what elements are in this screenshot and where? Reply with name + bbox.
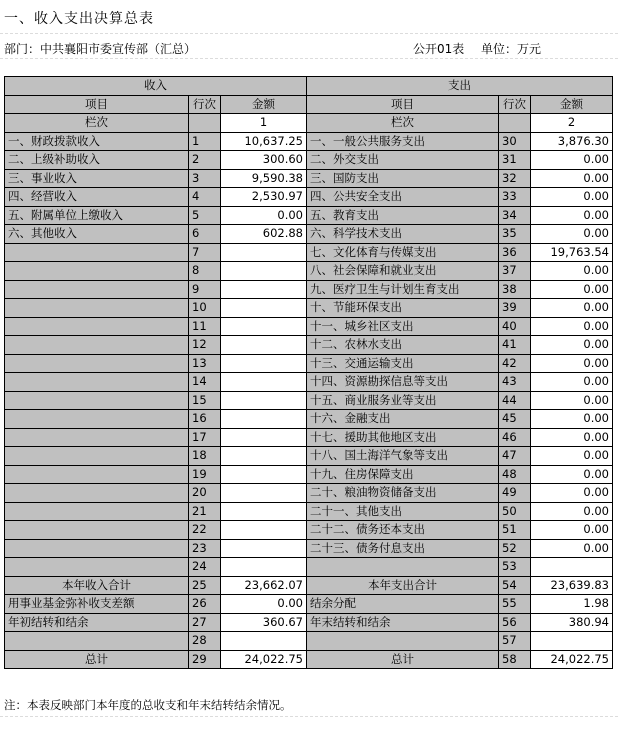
income-item-name xyxy=(5,428,189,447)
expense-amount: 0.00 xyxy=(531,428,613,447)
income-amount xyxy=(221,391,307,410)
row-number: 8 xyxy=(189,262,221,281)
row-number: 23 xyxy=(189,539,221,558)
expense-item-name: 二十三、债务付息支出 xyxy=(307,539,499,558)
table-row xyxy=(5,558,613,577)
table-row xyxy=(5,373,613,392)
expense-amount: 0.00 xyxy=(531,465,613,484)
income-amount: 10,637.25 xyxy=(221,132,307,151)
row-number: 18 xyxy=(189,447,221,466)
expense-item-name xyxy=(307,558,499,577)
row-number: 31 xyxy=(499,151,531,170)
row-number: 27 xyxy=(189,613,221,632)
year-income-total-amount: 23,662.07 xyxy=(221,576,307,595)
row-number: 30 xyxy=(499,132,531,151)
expense-amount: 0.00 xyxy=(531,299,613,318)
beginning-balance-label: 年初结转和结余 xyxy=(5,613,189,632)
table-row xyxy=(5,169,613,188)
income-amount xyxy=(221,521,307,540)
row-number: 9 xyxy=(189,280,221,299)
table-row xyxy=(5,465,613,484)
row-number: 15 xyxy=(189,391,221,410)
row-number: 33 xyxy=(499,188,531,207)
row-number: 45 xyxy=(499,410,531,429)
income-item-name: 五、附属单位上缴收入 xyxy=(5,206,189,225)
row-number: 50 xyxy=(499,502,531,521)
income-amount: 602.88 xyxy=(221,225,307,244)
expense-amount: 0.00 xyxy=(531,354,613,373)
row-number: 4 xyxy=(189,188,221,207)
expense-item-name: 二十、粮油物资储备支出 xyxy=(307,484,499,503)
row-number: 26 xyxy=(189,595,221,614)
income-item-name xyxy=(5,262,189,281)
income-amount xyxy=(221,317,307,336)
table-row xyxy=(5,262,613,281)
row-number: 29 xyxy=(189,650,221,669)
row-number: 54 xyxy=(499,576,531,595)
income-item-name xyxy=(5,336,189,355)
row-number: 21 xyxy=(189,502,221,521)
expense-item-name: 十二、农林水支出 xyxy=(307,336,499,355)
income-item-name xyxy=(5,447,189,466)
expense-item-name: 二十二、债务还本支出 xyxy=(307,521,499,540)
income-item-name xyxy=(5,484,189,503)
income-amount: 0.00 xyxy=(221,206,307,225)
expense-item-name: 五、教育支出 xyxy=(307,206,499,225)
distribution-amount: 1.98 xyxy=(531,595,613,614)
expense-amount: 0.00 xyxy=(531,391,613,410)
income-expense-table xyxy=(4,76,613,669)
expense-item-header: 项目 xyxy=(307,95,499,114)
income-item-name xyxy=(5,465,189,484)
expense-item-name: 二、外交支出 xyxy=(307,151,499,170)
fund-label: 用事业基金弥补收支差额 xyxy=(5,595,189,614)
income-amount xyxy=(221,262,307,281)
expense-amount: 0.00 xyxy=(531,410,613,429)
expense-amount-header: 金额 xyxy=(531,95,613,114)
expense-item-name: 一、一般公共服务支出 xyxy=(307,132,499,151)
row-number: 22 xyxy=(189,521,221,540)
income-column-label: 栏次 xyxy=(5,114,189,133)
income-amount xyxy=(221,502,307,521)
table-row xyxy=(5,206,613,225)
income-amount: 2,530.97 xyxy=(221,188,307,207)
expense-amount xyxy=(531,558,613,577)
table-row xyxy=(5,225,613,244)
table-row xyxy=(5,502,613,521)
expense-item-name: 四、公共安全支出 xyxy=(307,188,499,207)
income-amount xyxy=(221,354,307,373)
beginning-balance-amount: 360.67 xyxy=(221,613,307,632)
row-number: 39 xyxy=(499,299,531,318)
income-amount xyxy=(221,373,307,392)
expense-item-name: 八、社会保障和就业支出 xyxy=(307,262,499,281)
row-number: 6 xyxy=(189,225,221,244)
row-number: 43 xyxy=(499,373,531,392)
row-number: 10 xyxy=(189,299,221,318)
expense-item-name: 二十一、其他支出 xyxy=(307,502,499,521)
table-row xyxy=(5,243,613,262)
income-item-name xyxy=(5,354,189,373)
table-row xyxy=(5,151,613,170)
expense-amount: 0.00 xyxy=(531,447,613,466)
expense-item-name: 十八、国土海洋气象等支出 xyxy=(307,447,499,466)
table-row xyxy=(5,299,613,318)
row-number: 40 xyxy=(499,317,531,336)
expense-amount: 0.00 xyxy=(531,317,613,336)
income-item-name xyxy=(5,373,189,392)
row-number: 53 xyxy=(499,558,531,577)
row-number: 12 xyxy=(189,336,221,355)
income-item-name: 三、事业收入 xyxy=(5,169,189,188)
income-item-name: 一、财政拨款收入 xyxy=(5,132,189,151)
row-number: 17 xyxy=(189,428,221,447)
expense-grand-total-amount: 24,022.75 xyxy=(531,650,613,669)
row-number: 1 xyxy=(189,132,221,151)
income-amount xyxy=(221,336,307,355)
expense-amount: 0.00 xyxy=(531,169,613,188)
income-item-name xyxy=(5,521,189,540)
expense-amount: 0.00 xyxy=(531,206,613,225)
income-amount-header: 金额 xyxy=(221,95,307,114)
income-column-number: 1 xyxy=(221,114,307,133)
income-amount xyxy=(221,280,307,299)
income-amount xyxy=(221,484,307,503)
expense-item-name: 十七、援助其他地区支出 xyxy=(307,428,499,447)
row-number: 41 xyxy=(499,336,531,355)
row-number: 28 xyxy=(189,632,221,651)
column-index-row xyxy=(5,114,613,133)
expense-amount: 0.00 xyxy=(531,188,613,207)
table-row xyxy=(5,280,613,299)
expense-amount: 0.00 xyxy=(531,373,613,392)
row-number: 7 xyxy=(189,243,221,262)
row-number: 20 xyxy=(189,484,221,503)
income-item-name xyxy=(5,410,189,429)
expense-amount: 0.00 xyxy=(531,262,613,281)
distribution-label: 结余分配 xyxy=(307,595,499,614)
row-number: 16 xyxy=(189,410,221,429)
grand-total-row xyxy=(5,650,613,669)
income-amount xyxy=(221,447,307,466)
row-number: 13 xyxy=(189,354,221,373)
table-row xyxy=(5,317,613,336)
column-header-row xyxy=(5,95,613,114)
income-item-name: 六、其他收入 xyxy=(5,225,189,244)
income-amount: 9,590.38 xyxy=(221,169,307,188)
expense-amount: 0.00 xyxy=(531,225,613,244)
table-row xyxy=(5,484,613,503)
expense-item-name: 三、国防支出 xyxy=(307,169,499,188)
expense-item-name: 十一、城乡社区支出 xyxy=(307,317,499,336)
income-grand-total-label: 总计 xyxy=(5,650,189,669)
expense-item-name: 十九、住房保障支出 xyxy=(307,465,499,484)
expense-item-name: 十四、资源勘探信息等支出 xyxy=(307,373,499,392)
income-amount xyxy=(221,428,307,447)
table-row xyxy=(5,132,613,151)
row-number: 24 xyxy=(189,558,221,577)
row-number: 58 xyxy=(499,650,531,669)
page-title: 一、收入支出决算总表 xyxy=(4,11,154,27)
income-amount xyxy=(221,299,307,318)
income-amount xyxy=(221,243,307,262)
year-expense-total-label: 本年支出合计 xyxy=(307,576,499,595)
table-row xyxy=(5,354,613,373)
income-item-name xyxy=(5,299,189,318)
income-item-name: 四、经营收入 xyxy=(5,188,189,207)
table-row xyxy=(5,521,613,540)
income-amount xyxy=(221,558,307,577)
table-number: 公开01表 xyxy=(413,42,465,56)
income-item-name xyxy=(5,280,189,299)
income-amount xyxy=(221,539,307,558)
expense-column-number: 2 xyxy=(531,114,613,133)
expense-amount: 0.00 xyxy=(531,336,613,355)
income-amount xyxy=(221,410,307,429)
row-number: 49 xyxy=(499,484,531,503)
unit-label: 单位：万元 xyxy=(481,42,542,56)
expense-grand-total-label: 总计 xyxy=(307,650,499,669)
table-row xyxy=(5,410,613,429)
fund-amount: 0.00 xyxy=(221,595,307,614)
row-number: 2 xyxy=(189,151,221,170)
expense-item-name: 十六、金融支出 xyxy=(307,410,499,429)
expense-item-name: 七、文化体育与传媒支出 xyxy=(307,243,499,262)
ending-balance-amount: 380.94 xyxy=(531,613,613,632)
income-amount xyxy=(221,465,307,484)
income-header: 收入 xyxy=(5,77,307,96)
row-number: 36 xyxy=(499,243,531,262)
blank-row xyxy=(5,632,613,651)
expense-amount: 0.00 xyxy=(531,280,613,299)
table-row xyxy=(5,336,613,355)
income-rowno-header: 行次 xyxy=(189,95,221,114)
expense-amount: 0.00 xyxy=(531,151,613,170)
expense-item-name: 六、科学技术支出 xyxy=(307,225,499,244)
row-number: 46 xyxy=(499,428,531,447)
year-income-total-label: 本年收入合计 xyxy=(5,576,189,595)
row-number: 35 xyxy=(499,225,531,244)
expense-item-name: 十五、商业服务业等支出 xyxy=(307,391,499,410)
carryover-row xyxy=(5,613,613,632)
expense-item-name: 十三、交通运输支出 xyxy=(307,354,499,373)
income-item-name xyxy=(5,317,189,336)
row-number: 34 xyxy=(499,206,531,225)
income-item-name xyxy=(5,243,189,262)
expense-item-name: 十、节能环保支出 xyxy=(307,299,499,318)
row-number: 56 xyxy=(499,613,531,632)
income-item-name xyxy=(5,539,189,558)
row-number: 32 xyxy=(499,169,531,188)
section-header-row xyxy=(5,77,613,96)
expense-amount: 0.00 xyxy=(531,484,613,503)
income-item-name xyxy=(5,502,189,521)
row-number: 5 xyxy=(189,206,221,225)
table-row xyxy=(5,391,613,410)
income-amount: 300.60 xyxy=(221,151,307,170)
row-number: 42 xyxy=(499,354,531,373)
expense-header: 支出 xyxy=(307,77,613,96)
row-number: 57 xyxy=(499,632,531,651)
expense-amount: 19,763.54 xyxy=(531,243,613,262)
expense-amount: 3,876.30 xyxy=(531,132,613,151)
row-number: 14 xyxy=(189,373,221,392)
income-item-header: 项目 xyxy=(5,95,189,114)
row-number: 52 xyxy=(499,539,531,558)
income-item-name xyxy=(5,391,189,410)
table-row xyxy=(5,428,613,447)
expense-item-name: 九、医疗卫生与计划生育支出 xyxy=(307,280,499,299)
row-number: 44 xyxy=(499,391,531,410)
expense-column-label: 栏次 xyxy=(307,114,499,133)
expense-rowno-header: 行次 xyxy=(499,95,531,114)
row-number: 38 xyxy=(499,280,531,299)
table-row xyxy=(5,188,613,207)
table-row xyxy=(5,447,613,466)
department-label: 部门：中共襄阳市委宣传部（汇总） xyxy=(4,42,197,56)
row-number: 3 xyxy=(189,169,221,188)
income-grand-total-amount: 24,022.75 xyxy=(221,650,307,669)
row-number: 47 xyxy=(499,447,531,466)
ending-balance-label: 年末结转和结余 xyxy=(307,613,499,632)
fund-row xyxy=(5,595,613,614)
row-number: 11 xyxy=(189,317,221,336)
year-expense-total-amount: 23,639.83 xyxy=(531,576,613,595)
income-item-name xyxy=(5,558,189,577)
expense-amount: 0.00 xyxy=(531,539,613,558)
table-row xyxy=(5,539,613,558)
row-number: 37 xyxy=(499,262,531,281)
row-number: 55 xyxy=(499,595,531,614)
row-number: 25 xyxy=(189,576,221,595)
expense-amount: 0.00 xyxy=(531,502,613,521)
year-total-row xyxy=(5,576,613,595)
row-number: 48 xyxy=(499,465,531,484)
row-number: 19 xyxy=(189,465,221,484)
income-item-name: 二、上级补助收入 xyxy=(5,151,189,170)
footnote: 注：本表反映部门本年度的总收支和年末结转结余情况。 xyxy=(4,698,292,712)
expense-amount: 0.00 xyxy=(531,521,613,540)
row-number: 51 xyxy=(499,521,531,540)
